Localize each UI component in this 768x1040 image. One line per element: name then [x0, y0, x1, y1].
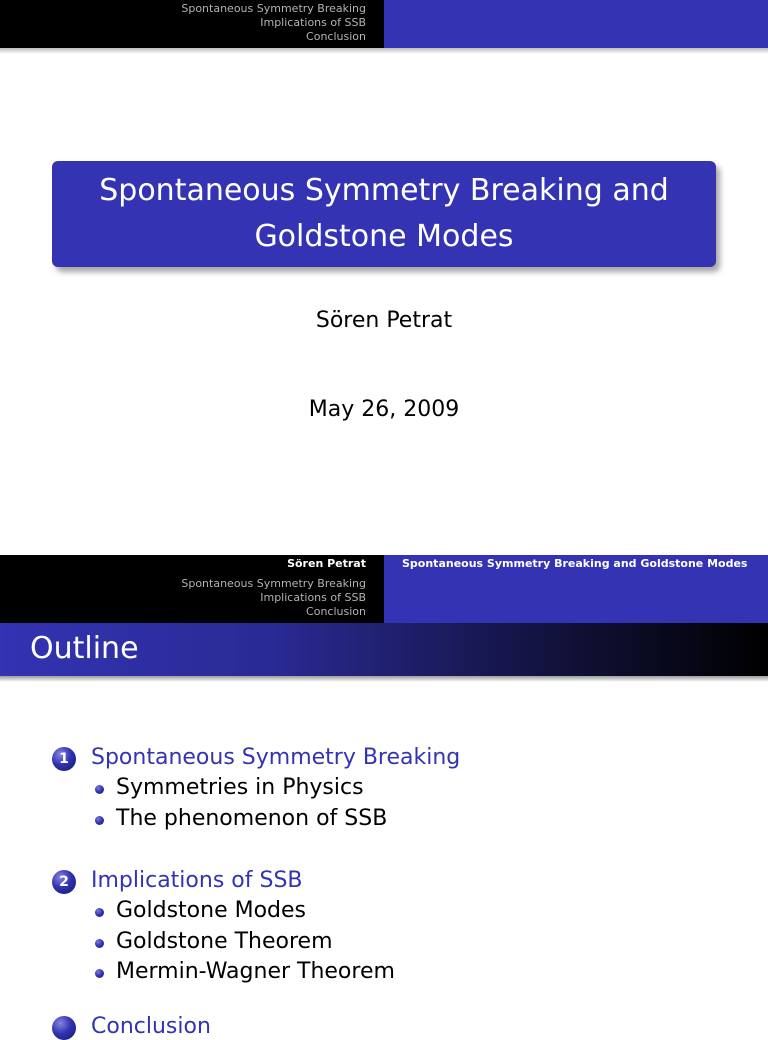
- author-name: Sören Petrat: [315, 308, 453, 333]
- nav-link-implications[interactable]: Implications of SSB: [260, 591, 366, 604]
- presentation-title: Spontaneous Symmetry Breaking and Goldstone Modes: [99, 173, 669, 254]
- bullet-icon: [95, 816, 104, 825]
- bullet-icon: [95, 939, 104, 948]
- slide1-header-right: [384, 0, 768, 48]
- title-box: [52, 161, 716, 267]
- nav-link-conclusion[interactable]: Conclusion: [306, 30, 366, 43]
- bullet-icon: [95, 908, 104, 917]
- frame-title-shadow: [0, 676, 768, 682]
- slide1-section-nav: [181, 2, 366, 44]
- nav-link-conclusion[interactable]: Conclusion: [306, 605, 366, 618]
- section-title[interactable]: Conclusion: [91, 1014, 211, 1039]
- section-number-ball: 1: [52, 747, 76, 771]
- slide2-section-nav: [181, 577, 366, 619]
- slide2-header-bar: [0, 555, 768, 623]
- header-author: Sören Petrat: [287, 557, 366, 570]
- header-shadow: [0, 48, 768, 54]
- slide2-header-left: [0, 555, 384, 623]
- frame-title: Outline: [30, 631, 139, 666]
- nav-link-ssb[interactable]: Spontaneous Symmetry Breaking: [181, 2, 366, 15]
- bullet-icon: [95, 785, 104, 794]
- subsection-label[interactable]: Symmetries in Physics: [116, 775, 364, 800]
- slide1-header-left: [0, 0, 384, 48]
- section-title[interactable]: Spontaneous Symmetry Breaking: [91, 745, 461, 770]
- section-number-ball: [52, 1016, 76, 1040]
- section-number-ball: 2: [52, 870, 76, 894]
- slide1-header-bar: [0, 0, 768, 48]
- section-title[interactable]: Implications of SSB: [91, 868, 303, 893]
- subsection-label[interactable]: Goldstone Theorem: [116, 929, 333, 954]
- header-title: Spontaneous Symmetry Breaking and Goldstone Modes: [402, 557, 748, 570]
- frame-title-bar: [0, 623, 768, 676]
- nav-link-implications[interactable]: Implications of SSB: [260, 16, 366, 29]
- subsection-label[interactable]: Goldstone Modes: [116, 898, 307, 923]
- nav-link-ssb[interactable]: Spontaneous Symmetry Breaking: [181, 577, 366, 590]
- subsection-label[interactable]: Mermin-Wagner Theorem: [116, 959, 395, 984]
- bullet-icon: [95, 969, 104, 978]
- slide2-header-right: [384, 555, 768, 623]
- presentation-date: May 26, 2009: [308, 397, 460, 422]
- subsection-label[interactable]: The phenomenon of SSB: [116, 806, 388, 831]
